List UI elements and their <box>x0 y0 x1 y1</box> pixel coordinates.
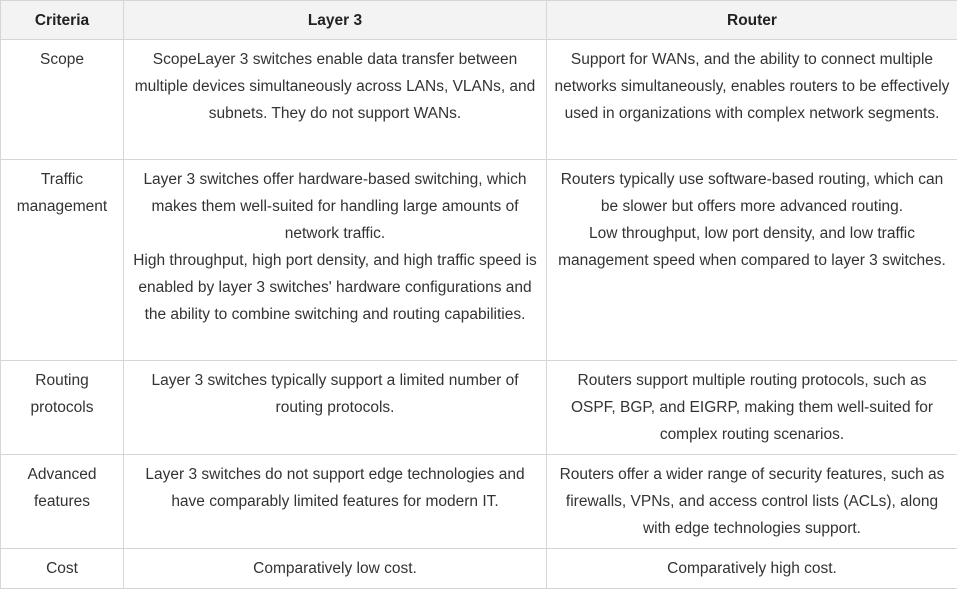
header-layer3: Layer 3 <box>124 1 547 40</box>
criteria-cell: Routing protocols <box>1 361 124 455</box>
cell-text: Support for WANs, and the ability to connect multiple networks simultaneously, enables routers to be effectively used in organizations with complex network segments. <box>554 51 950 122</box>
header-router: Router <box>547 1 957 40</box>
cell-text: Routers offer a wider range of security features, such as firewalls, VPNs, and access control lists (ACLs), along with edge technologies support. <box>559 466 945 537</box>
layer3-cell <box>124 549 547 589</box>
criteria-cell: Cost <box>1 549 124 589</box>
cell-text: High throughput, high port density, and high traffic speed is enabled by layer 3 switches' hardware configurations and the ability to combine switching and routing capabilities. <box>133 252 537 323</box>
criteria-cell: Advanced features <box>1 455 124 549</box>
router-cell <box>547 160 957 361</box>
router-cell <box>547 455 957 549</box>
table-row <box>1 455 957 549</box>
cell-text: Comparatively high cost. <box>667 560 837 577</box>
layer3-cell <box>124 160 547 361</box>
table-row <box>1 160 957 361</box>
table-row <box>1 361 957 455</box>
cell-text: Routers support multiple routing protocols, such as OSPF, BGP, and EIGRP, making them well-suited for complex routing scenarios. <box>570 372 934 443</box>
cell-text: Layer 3 switches offer hardware-based switching, which makes them well-suited for handling large amounts of network traffic. <box>143 171 527 242</box>
cell-text: ScopeLayer 3 switches enable data transfer between multiple devices simultaneously across LANs, VLANs, and subnets. They do not support WANs. <box>134 51 536 122</box>
header-criteria: Criteria <box>1 1 124 40</box>
cell-text: Layer 3 switches do not support edge technologies and have comparably limited features for modern IT. <box>145 466 525 510</box>
router-cell <box>547 549 957 589</box>
cell-text: Routers typically use software-based routing, which can be slower but offers more advanced routing. <box>560 171 944 215</box>
header-row <box>1 1 957 40</box>
router-cell <box>547 361 957 455</box>
router-cell <box>547 40 957 160</box>
cell-text: Layer 3 switches typically support a limited number of routing protocols. <box>151 372 519 416</box>
table-row <box>1 549 957 589</box>
layer3-cell <box>124 361 547 455</box>
cell-text: Comparatively low cost. <box>253 560 417 577</box>
criteria-cell: Traffic management <box>1 160 124 361</box>
criteria-cell: Scope <box>1 40 124 160</box>
layer3-cell <box>124 40 547 160</box>
table-row <box>1 40 957 160</box>
cell-text: Low throughput, low port density, and low traffic management speed when compared to layer 3 switches. <box>558 225 946 269</box>
layer3-cell <box>124 455 547 549</box>
